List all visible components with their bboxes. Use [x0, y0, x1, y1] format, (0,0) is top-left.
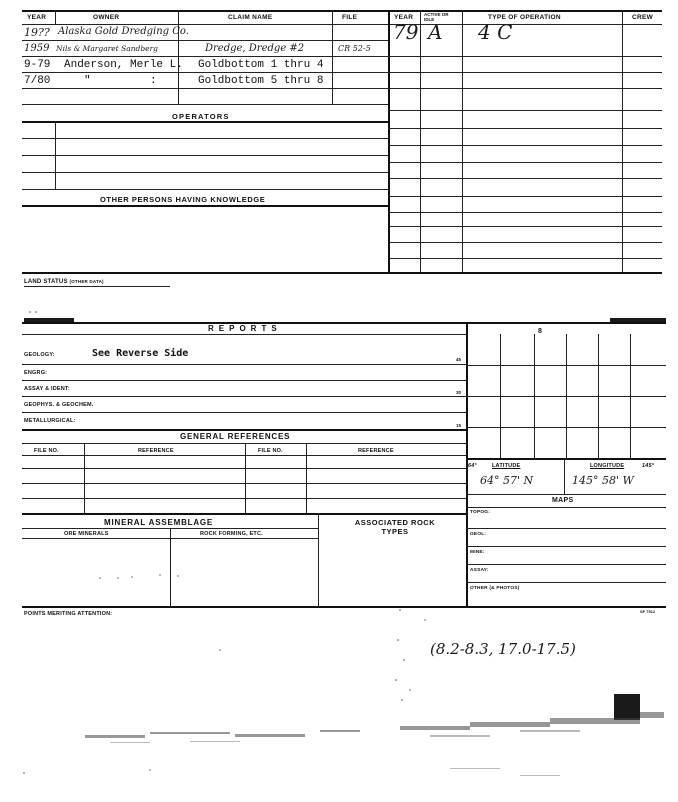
ref-col-reference-2: REFERENCE — [358, 448, 394, 454]
row2-year: 1959 — [24, 43, 50, 54]
operators-label: OPERATORS — [172, 112, 230, 121]
maps-mine: MINE: — [470, 550, 485, 555]
header-active-idle: ACTIVE OR IDLE — [424, 12, 449, 22]
row1-owner: Alaska Gold Dredging Co. — [58, 26, 189, 37]
row4-claim: Goldbottom 5 thru 8 — [198, 75, 324, 87]
header-owner: OWNER — [93, 14, 120, 21]
row1-year: 19?? — [24, 26, 50, 39]
row2-file: CR 52-5 — [338, 44, 371, 53]
points-meriting-label: POINTS MERITING ATTENTION: — [24, 611, 113, 617]
row3-year: 9-79 — [24, 59, 51, 71]
maps-topog: TOPOG: — [470, 510, 491, 515]
row4-colon: : — [150, 75, 157, 87]
row3-owner: Anderson, Merle L. — [64, 59, 183, 71]
assay-ident-label: ASSAY & IDENT: — [24, 386, 70, 392]
ref-col-file-no-2: FILE NO. — [258, 448, 283, 454]
lat-prefix: 64° — [468, 463, 477, 469]
maps-title: MAPS — [552, 497, 574, 504]
row2-owner: Nils & Margaret Sandberg — [56, 44, 158, 53]
margin-number-45: 45 — [456, 357, 462, 362]
header-crew: CREW — [632, 14, 654, 21]
ore-minerals-label: ORE MINERALS — [64, 531, 109, 537]
handwritten-note: (8.2-8.3, 17.0-17.5) — [430, 640, 576, 658]
op-year: 79 — [393, 20, 419, 44]
maps-assay: ASSAY: — [470, 568, 489, 573]
engrg-label: ENGRG: — [24, 370, 48, 376]
mineral-assemblage-title: MINERAL ASSEMBLAGE — [104, 518, 214, 527]
row3-claim: Goldbottom 1 thru 4 — [198, 59, 324, 71]
op-type: 4 C — [478, 20, 513, 44]
geophys-label: GEOPHYS. & GEOCHEM. — [24, 402, 94, 408]
margin-number-15: 15 — [456, 423, 462, 428]
header-year: YEAR — [27, 14, 47, 21]
op-status: A — [428, 20, 443, 44]
row4-year: 7/80 — [24, 75, 51, 87]
maps-other: OTHER (& PHOTOS) — [470, 586, 520, 591]
row4-owner: " — [84, 75, 91, 87]
scan-black-square — [614, 694, 640, 720]
lon-prefix: 145° — [642, 463, 655, 469]
longitude-label: LONGITUDE — [590, 463, 625, 469]
header-file: FILE — [342, 14, 358, 21]
ref-col-file-no-1: FILE NO. — [34, 448, 59, 454]
geology-label: GEOLOGY: — [24, 352, 55, 358]
land-status-label: LAND STATUS (OTHER DATA) — [24, 279, 104, 285]
header-year-2: YEAR — [394, 14, 414, 21]
rock-forming-label: ROCK FORMING, ETC. — [200, 531, 263, 537]
associated-rock-types-label: ASSOCIATED ROCK TYPES — [354, 518, 436, 536]
form-number: SF 7512 — [640, 609, 656, 614]
ref-col-reference-1: REFERENCE — [138, 448, 174, 454]
metallurgical-label: METALLURGICAL: — [24, 418, 76, 424]
maps-geol: GEOL: — [470, 532, 487, 537]
latitude-label: LATITUDE — [492, 463, 521, 469]
grid-number: 8 — [538, 328, 542, 335]
latitude-value: 64° 57' N — [480, 474, 534, 487]
row2-claim: Dredge, Dredge #2 — [205, 43, 305, 54]
header-claim-name: CLAIM NAME — [228, 14, 273, 21]
reports-title: REPORTS — [208, 324, 282, 333]
other-persons-label: OTHER PERSONS HAVING KNOWLEDGE — [100, 195, 266, 204]
longitude-value: 145° 58' W — [572, 474, 634, 487]
margin-number-30: 30 — [456, 390, 462, 395]
header-type-of-operation: TYPE OF OPERATION — [488, 14, 561, 21]
geology-value: See Reverse Side — [92, 348, 189, 359]
general-references-title: GENERAL REFERENCES — [180, 432, 291, 441]
